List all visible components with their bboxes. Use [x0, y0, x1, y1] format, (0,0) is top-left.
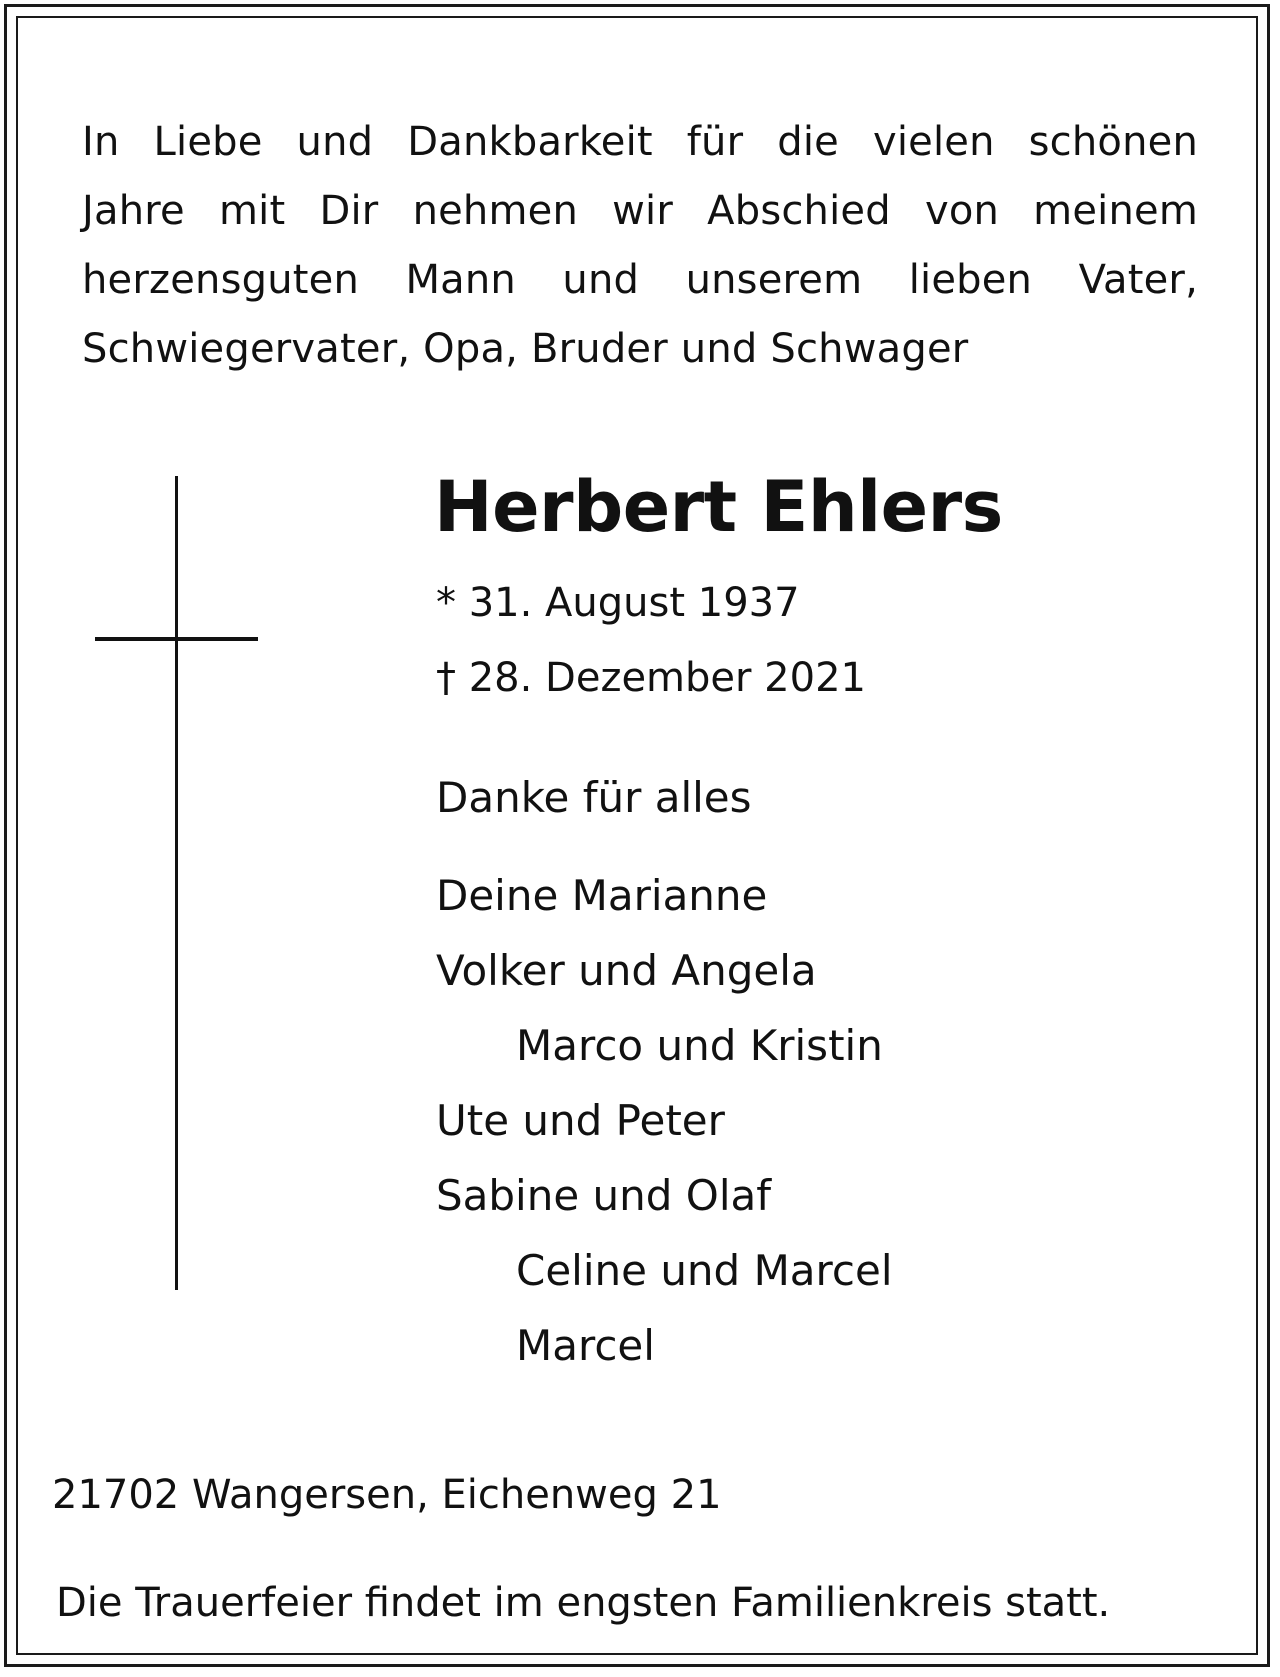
- birth-date: * 31. August 1937: [436, 580, 800, 626]
- intro-line: Jahre mit Dir nehmen wir Abschied von meinem: [82, 188, 1198, 234]
- family-member: Marcel: [516, 1321, 655, 1370]
- family-member: Marco und Kristin: [516, 1021, 883, 1070]
- family-member: Sabine und Olaf: [436, 1171, 772, 1220]
- funeral-note: Die Trauerfeier findet im engsten Familienkreis statt.: [56, 1580, 1111, 1626]
- address: 21702 Wangersen, Eichenweg 21: [52, 1472, 722, 1518]
- family-member: Ute und Peter: [436, 1096, 725, 1145]
- family-member: Deine Marianne: [436, 871, 768, 920]
- intro-line: In Liebe und Dankbarkeit für die vielen schönen: [82, 119, 1198, 165]
- intro-text: [82, 108, 1198, 384]
- death-date: † 28. Dezember 2021: [436, 655, 866, 701]
- cross-vertical-bar: [175, 476, 178, 1290]
- deceased-name: Herbert Ehlers: [434, 466, 1003, 548]
- intro-line: herzensguten Mann und unserem lieben Vater,: [82, 257, 1198, 303]
- thanks-line: Danke für alles: [436, 773, 752, 822]
- family-member: Volker und Angela: [436, 946, 817, 995]
- intro-line: Schwiegervater, Opa, Bruder und Schwager: [82, 326, 969, 372]
- life-dates: [436, 566, 866, 716]
- cross-horizontal-bar: [95, 637, 258, 641]
- family-member: Celine und Marcel: [516, 1246, 893, 1295]
- family-signatures: [436, 858, 892, 1383]
